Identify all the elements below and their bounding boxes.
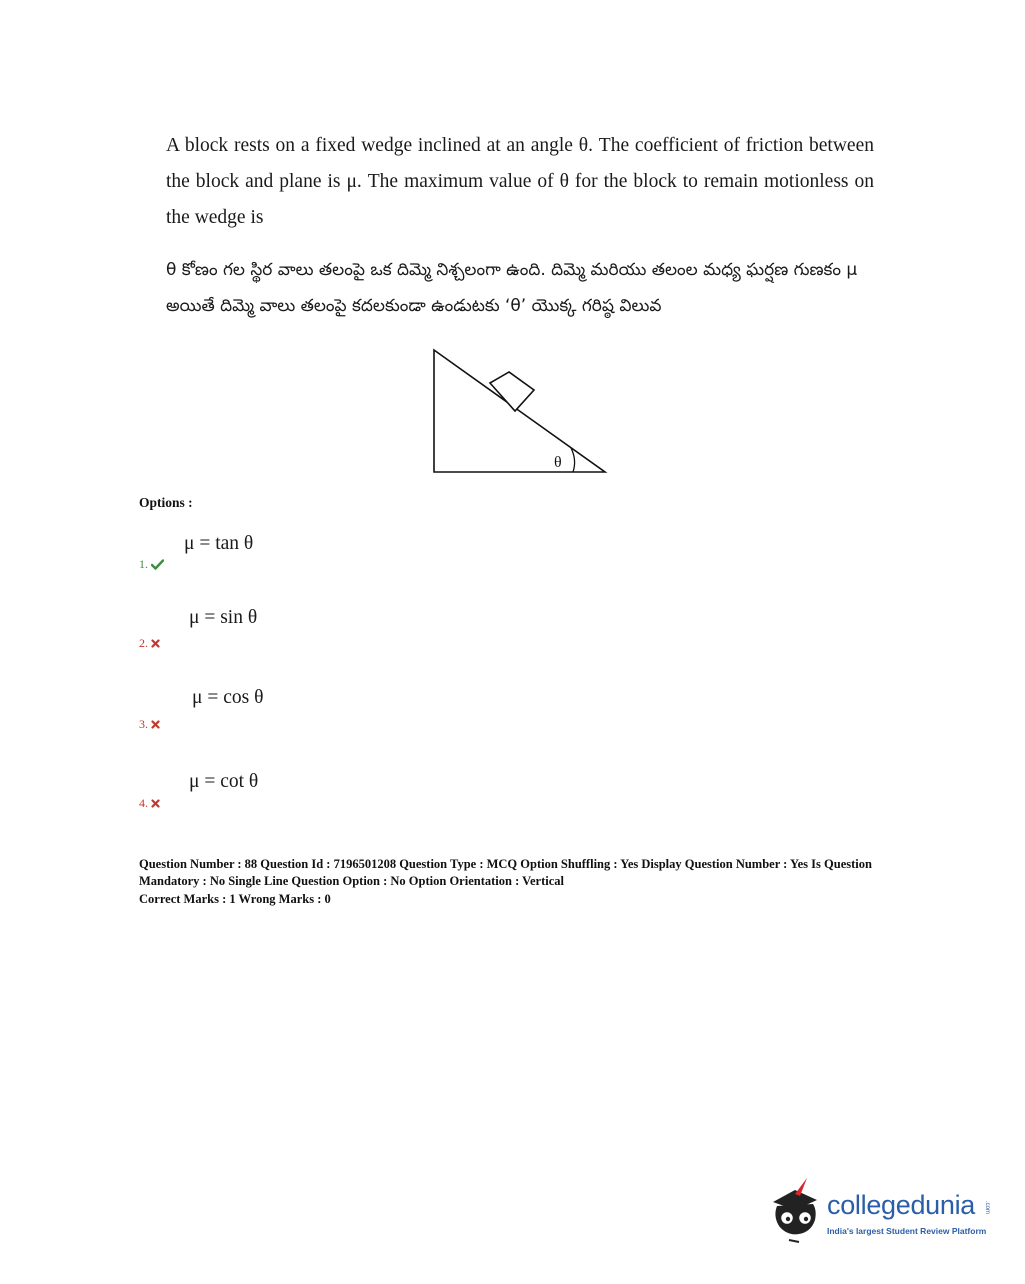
option-4-formula: μ = cot θ: [189, 771, 259, 792]
angle-label: θ: [554, 454, 562, 471]
cross-icon: [151, 720, 160, 729]
option-1-marker: [139, 557, 164, 572]
logo-name: collegedunia: [827, 1190, 976, 1220]
mascot-icon: [765, 1176, 827, 1246]
question-text-telugu: θ కోణం గల స్థిర వాలు తలంపై ఒక దిమ్మె నిశ్చలంగా ఉంది. దిమ్మె మరియు తలంల మధ్య ఘర్షణ గుణకం μ అయితే దిమ్మె వాలు తలంపై కదలకుండా ఉండుటకు ‘θ’ యొక్క గరిష్ఠ విలువ: [166, 260, 858, 316]
logo-domain: .com: [984, 1201, 990, 1215]
option-1-number: 1.: [139, 557, 148, 571]
options-heading: Options :: [139, 495, 193, 510]
option-4-marker: [139, 796, 160, 811]
question-metadata: [139, 856, 899, 908]
question-metadata-line: Question Number : 88 Question Id : 7196501208 Question Type : MCQ Option Shuffling : Yes Display Question Number : Yes Is Question Mandatory : No Single Line Question Option : No Option Orientation : Vertical: [139, 857, 872, 888]
inclined-wedge-diagram: [425, 340, 615, 480]
cross-icon: [151, 799, 160, 808]
option-2-formula: μ = sin θ: [189, 607, 258, 628]
cross-icon: [151, 639, 160, 648]
option-3-formula: μ = cos θ: [192, 687, 264, 708]
question-text-english: A block rests on a fixed wedge inclined at an angle θ. The coefficient of friction between the block and plane is μ. The maximum value of θ for the block to remain motionless on the wedge is: [166, 135, 874, 228]
option-3-number: 3.: [139, 717, 148, 731]
collegedunia-logo: [765, 1176, 995, 1246]
option-3-marker: [139, 717, 160, 732]
wedge-triangle: [434, 350, 605, 472]
check-icon: [151, 559, 164, 570]
angle-arc: [571, 448, 575, 472]
option-2-number: 2.: [139, 636, 148, 650]
option-1-formula: μ = tan θ: [184, 533, 254, 554]
option-4-number: 4.: [139, 796, 148, 810]
logo-tagline: India's largest Student Review Platform: [827, 1226, 987, 1236]
block-square: [490, 372, 534, 411]
option-2-marker: [139, 636, 160, 651]
marks-line: Correct Marks : 1 Wrong Marks : 0: [139, 892, 331, 906]
